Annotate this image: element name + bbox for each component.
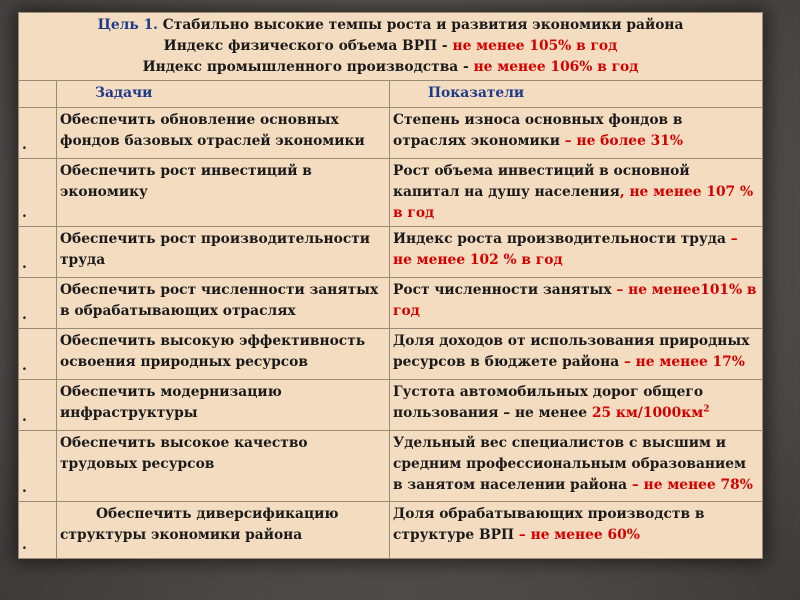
task-cell: Обеспечить рост производительности труда	[57, 227, 390, 278]
indicator-text: Степень износа основных фондов в отраслях экономики	[393, 112, 683, 149]
indicator-value: не менее101% в год	[393, 282, 757, 319]
indicator-value: не менее 78%	[643, 477, 753, 493]
indicator-separator: –	[619, 354, 636, 370]
row-number: .	[19, 380, 57, 431]
task-cell: Обеспечить высокую эффективность освоения природных ресурсов	[57, 329, 390, 380]
table-row	[19, 227, 763, 278]
table-row	[19, 278, 763, 329]
task-text: Обеспечить диверсификацию структуры экономики района	[60, 506, 339, 543]
row-number: .	[19, 329, 57, 380]
row-number: .	[19, 108, 57, 159]
table-row	[19, 380, 763, 431]
industrial-index-text: Индекс промышленного производства -	[142, 59, 474, 75]
table-row	[19, 159, 763, 227]
indicator-cell	[390, 502, 763, 559]
indicator-cell	[390, 431, 763, 502]
indicator-text: Доля доходов от использования природных ресурсов в бюджете района	[393, 333, 750, 370]
row-number: .	[19, 502, 57, 559]
goal-line	[22, 15, 759, 36]
column-header-row	[19, 81, 763, 108]
table-row	[19, 108, 763, 159]
table-row	[19, 329, 763, 380]
task-cell: Обеспечить рост численности занятых в обрабатывающих отраслях	[57, 278, 390, 329]
industrial-index-value: не менее 106% в год	[473, 59, 639, 75]
column-header-num	[19, 81, 57, 108]
task-cell	[57, 502, 390, 559]
indicator-superscript: 2	[703, 404, 710, 415]
row-number: .	[19, 431, 57, 502]
indicator-separator: –	[514, 527, 531, 543]
goal-text: Стабильно высокие темпы роста и развития экономики района	[157, 17, 684, 33]
indicator-cell	[390, 108, 763, 159]
indicator-separator: –	[559, 133, 577, 149]
table-row	[19, 431, 763, 502]
task-indent	[60, 506, 96, 522]
column-header-tasks: Задачи	[57, 81, 390, 108]
task-cell: Обеспечить обновление основных фондов базовых отраслей экономики	[57, 108, 390, 159]
indicator-text: Густота автомобильных дорог общего пользования – не менее	[393, 384, 704, 421]
grp-index-line	[22, 36, 759, 57]
goals-table	[18, 12, 763, 559]
industrial-index-line	[22, 57, 759, 78]
indicator-cell	[390, 159, 763, 227]
indicator-separator: ,	[619, 184, 630, 200]
indicator-separator: –	[611, 282, 629, 298]
indicator-value: не менее 60%	[530, 527, 640, 543]
indicator-cell	[390, 227, 763, 278]
indicator-value: 25 км/1000км	[591, 405, 704, 421]
task-cell: Обеспечить высокое качество трудовых ресурсов	[57, 431, 390, 502]
table-row	[19, 502, 763, 559]
task-cell: Обеспечить рост инвестиций в экономику	[57, 159, 390, 227]
grp-index-value: не менее 105% в год	[452, 38, 618, 54]
row-number: .	[19, 159, 57, 227]
indicator-separator: –	[627, 477, 644, 493]
indicator-value: не менее 17%	[635, 354, 745, 370]
task-cell: Обеспечить модернизацию инфраструктуры	[57, 380, 390, 431]
grp-index-text: Индекс физического объема ВРП -	[163, 38, 453, 54]
indicator-separator: –	[725, 231, 738, 247]
column-header-indicators: Показатели	[390, 81, 763, 108]
goal-label: Цель 1.	[97, 17, 158, 33]
indicator-value: не менее 102 % в год	[393, 252, 563, 268]
indicator-value: не менее 107 % в год	[393, 184, 754, 221]
indicator-cell	[390, 380, 763, 431]
indicator-cell	[390, 278, 763, 329]
indicator-text: Рост численности занятых	[393, 282, 612, 298]
indicator-text: Удельный вес специалистов с высшим и средним профессиональным образованием в занятом населении района	[393, 435, 747, 493]
row-number: .	[19, 278, 57, 329]
indicator-text: Индекс роста производительности труда	[393, 231, 726, 247]
indicator-text: Рост объема инвестиций в основной капитал на душу населения	[393, 163, 690, 200]
goal-header	[19, 13, 763, 81]
table-header-row	[19, 13, 763, 81]
indicator-text: Доля обрабатывающих производств в структуре ВРП	[393, 506, 705, 543]
row-number: .	[19, 227, 57, 278]
indicator-value: не более 31%	[576, 133, 683, 149]
indicator-cell	[390, 329, 763, 380]
